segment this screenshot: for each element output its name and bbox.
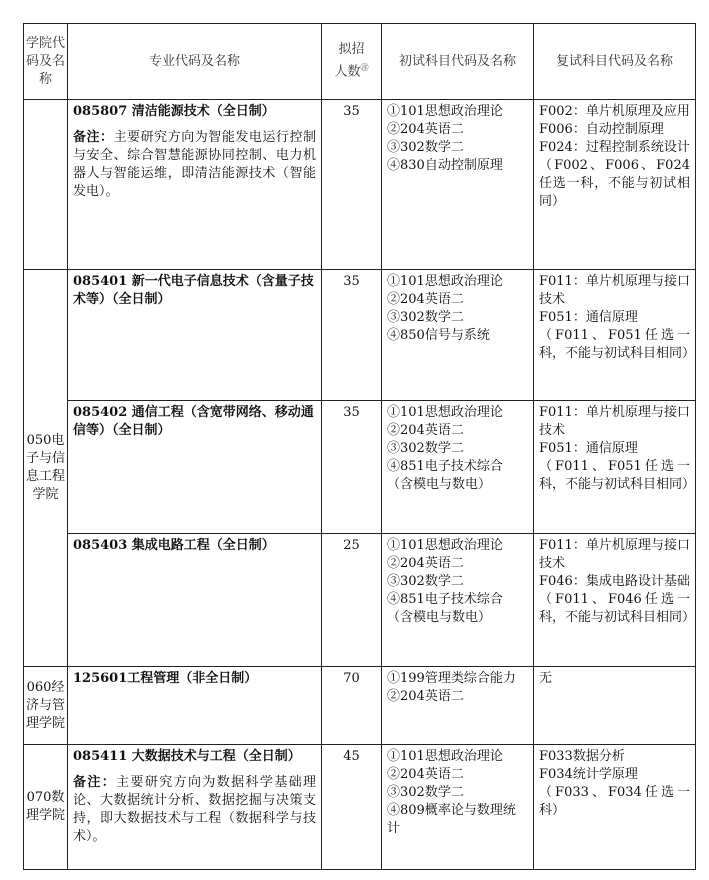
initial-cell — [382, 534, 534, 667]
major-cell — [68, 534, 322, 667]
initial-subject: ②204英语二 — [387, 423, 464, 438]
col-initial-header: 初试科目代码及名称 — [382, 24, 534, 100]
retest-cell: F011：单片机原理与接口技术 F051：通信原理 （F011、F051任选一科，不能与初试科目相同） — [534, 270, 696, 401]
initial-subject: ③302数学二 — [387, 441, 464, 456]
college-cell: 050电子与信息工程学院 — [24, 270, 68, 667]
initial-subject: ①101思想政治理论 — [387, 749, 503, 764]
note-label: 备注： — [73, 130, 114, 145]
initial-subject: ④851电子技术综合（含模电与数电） — [387, 592, 503, 625]
retest-cell: F011：单片机原理与接口技术 F051：通信原理 （F011、F051任选一科，不能与初试科目相同） — [534, 401, 696, 534]
major-name: 085401 新一代电子信息技术（含量子技术等）（全日制） — [73, 274, 314, 307]
col-retest-header: 复试科目代码及名称 — [534, 24, 696, 100]
table-row — [24, 745, 696, 870]
table-row — [24, 401, 696, 534]
table-row — [24, 100, 696, 270]
initial-subject: ④851电子技术综合（含模电与数电） — [387, 459, 503, 492]
quota-header-a: 拟招 — [338, 42, 365, 58]
initial-cell — [382, 745, 534, 870]
initial-subject: ①101思想政治理论 — [387, 274, 503, 289]
note-text: 主要研究方向为数据科学基础理论、大数据统计分析、数据挖掘与决策支持，即大数据技术与工程（数据科学与技术）。 — [73, 775, 316, 844]
initial-subject: ②204英语二 — [387, 556, 464, 571]
initial-subject: ①199管理类综合能力 — [387, 671, 516, 686]
note-text: 主要研究方向为智能发电运行控制与安全、综合智慧能源协同控制、电力机器人与智能运维，即清洁能源技术（智能发电）。 — [73, 130, 316, 199]
col-college-header: 学院代码及名称 — [24, 24, 68, 100]
initial-subject: ②204英语二 — [387, 689, 464, 704]
major-name: 125601工程管理（非全日制） — [73, 671, 258, 686]
major-name: 085807 清洁能源技术（全日制） — [73, 104, 275, 119]
major-name: 085411 大数据技术与工程（全日制） — [73, 749, 301, 764]
quota-note-mark: ㊟ — [360, 63, 369, 73]
initial-subject: ③302数学二 — [387, 140, 464, 155]
college-cell-empty — [24, 100, 68, 270]
initial-cell — [382, 100, 534, 270]
initial-subject: ②204英语二 — [387, 122, 464, 137]
initial-subject: ④830自动控制原理 — [387, 158, 503, 173]
quota-cell: 45 — [322, 745, 382, 870]
quota-cell: 35 — [322, 270, 382, 401]
college-cell: 060经济与管理学院 — [24, 667, 68, 745]
col-major-header: 专业代码及名称 — [68, 24, 322, 100]
initial-subject: ②204英语二 — [387, 292, 464, 307]
initial-subject: ①101思想政治理论 — [387, 405, 503, 420]
major-note — [73, 129, 316, 201]
table-row — [24, 667, 696, 745]
initial-subject: ④850信号与系统 — [387, 328, 490, 343]
initial-cell — [382, 270, 534, 401]
major-cell — [68, 270, 322, 401]
col-quota-header — [322, 24, 382, 100]
retest-cell: 无 — [534, 667, 696, 745]
note-label: 备注： — [73, 775, 117, 790]
major-cell — [68, 667, 322, 745]
major-cell — [68, 100, 322, 270]
initial-subject: ①101思想政治理论 — [387, 104, 503, 119]
quota-cell: 35 — [322, 100, 382, 270]
initial-subject: ④809概率论与数理统计 — [387, 803, 516, 836]
quota-cell: 35 — [322, 401, 382, 534]
major-name: 085402 通信工程（含宽带网络、移动通信等）（全日制） — [73, 405, 314, 438]
quota-cell: 70 — [322, 667, 382, 745]
major-cell — [68, 745, 322, 870]
admissions-table — [23, 23, 696, 870]
retest-cell: F002：单片机原理及应用 F006：自动控制原理 F024：过程控制系统设计 （F002、F006、F024任选一科，不能与初试相同） — [534, 100, 696, 270]
major-cell — [68, 401, 322, 534]
initial-subject: ③302数学二 — [387, 574, 464, 589]
initial-subject: ③302数学二 — [387, 310, 464, 325]
initial-cell — [382, 401, 534, 534]
quota-header-b: 人数 — [334, 64, 361, 80]
initial-subject: ③302数学二 — [387, 785, 464, 800]
retest-cell: F011：单片机原理与接口技术 F046：集成电路设计基础 （F011、F046任选一科，不能与初试科目相同） — [534, 534, 696, 667]
table-row — [24, 270, 696, 401]
major-name: 085403 集成电路工程（全日制） — [73, 538, 275, 553]
table-row — [24, 534, 696, 667]
initial-subject: ②204英语二 — [387, 767, 464, 782]
initial-cell — [382, 667, 534, 745]
quota-cell: 25 — [322, 534, 382, 667]
header-row — [24, 24, 696, 100]
retest-cell: F033数据分析 F034统计学原理 （F033、F034任选一科） — [534, 745, 696, 870]
college-cell: 070数理学院 — [24, 745, 68, 870]
initial-subject: ①101思想政治理论 — [387, 538, 503, 553]
major-note — [73, 774, 316, 846]
